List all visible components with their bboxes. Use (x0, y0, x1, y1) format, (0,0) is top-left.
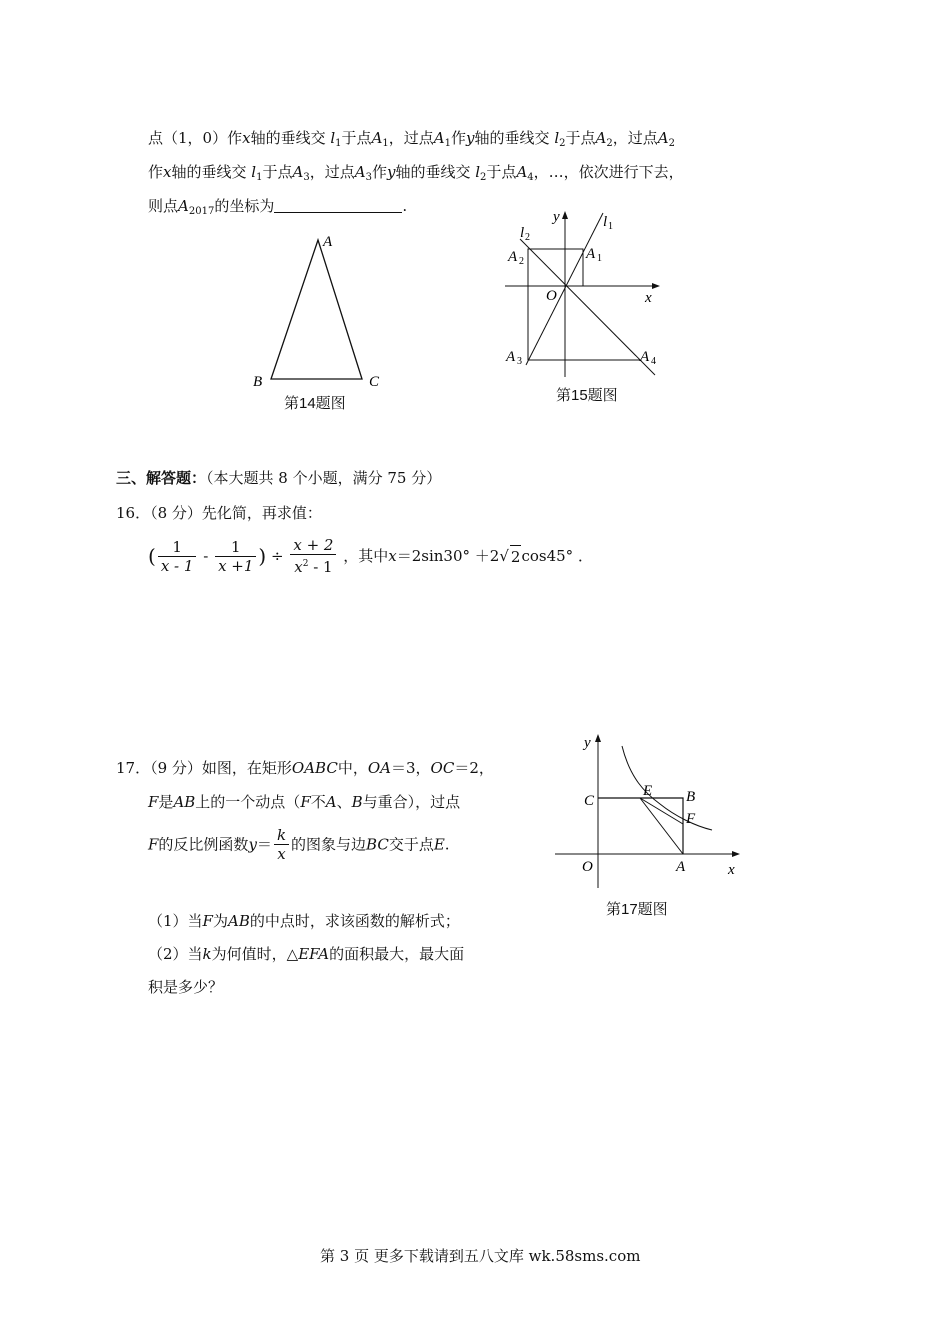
label-c: C (369, 374, 380, 390)
label-e: E (643, 783, 653, 799)
label-b: B (686, 789, 696, 805)
label-a4: A (640, 349, 650, 365)
label-a1-sub: 1 (597, 253, 602, 264)
q16-expression: ( $\frac{1}{x - 1}$ - $\frac{1}{x +1}$ ) ÷ $\frac{x + 2}{x^2 - 1}$ ，其中x＝2sin30° ＋2√ 2cos45° ． (148, 536, 593, 576)
section-3-heading: 三、解答题：（本大题共 8 个小题，满分 75 分） (116, 469, 442, 487)
label-c: C (584, 793, 595, 809)
label-a3: A (506, 349, 516, 365)
rectangle-sides (598, 798, 683, 854)
q15-line-1: 点（1，0）作x轴的垂线交 $l_1$于点$A_1$，过点$A_1$作y轴的垂线交 $l_2$于点$A_2$，过点$A_2$ (148, 129, 675, 149)
label-o: O (582, 859, 593, 875)
x-axis-arrow-icon (652, 283, 660, 289)
label-l2-sub: 2 (525, 232, 530, 243)
label-a4-sub: 4 (651, 356, 656, 367)
q17-line-2: F是AB上的一个动点（F不A、B与重合），过点 (148, 793, 461, 811)
segment-ef (640, 798, 683, 824)
label-y: y (553, 209, 560, 225)
y-axis-arrow-icon (595, 734, 601, 742)
q17-part-2-cont: 积是多少？ (148, 978, 224, 996)
figure-14-caption: 第14题图 (284, 395, 346, 412)
label-l1: l (603, 214, 608, 230)
label-x: x (728, 862, 735, 878)
label-a3-sub: 3 (517, 356, 522, 367)
q15-line-2: 作x轴的垂线交 $l_1$于点$A_3$，过点$A_3$作y轴的垂线交 $l_2$于点$A_4$，…，依次进行下去， (148, 163, 684, 183)
figure-14-triangle (245, 228, 405, 418)
y-axis-arrow-icon (562, 211, 568, 219)
hyperbola-curve (622, 746, 712, 830)
page-footer: 第 3 页 更多下载请到五八文库 wk.58sms.com (320, 1247, 641, 1265)
q16-heading: 16．（8 分）先化简，再求值： (116, 504, 322, 522)
triangle-abc (271, 240, 362, 379)
q17-line-3: F的反比例函数y＝ $\frac{k}{x}$ 的图象与边BC交于点E. (148, 826, 450, 863)
answer-blank (274, 198, 402, 213)
label-l1-sub: 1 (608, 221, 613, 232)
label-a2: A (508, 249, 518, 265)
label-a2-sub: 2 (519, 256, 524, 267)
q17-part-1: （1）当F为AB的中点时，求该函数的解析式； (148, 912, 460, 930)
label-a: A (323, 234, 333, 250)
figure-17-diagram (550, 728, 750, 888)
q15-line-3: 则点$A_{2017}$的坐标为 . (148, 197, 408, 217)
figure-15-diagram (500, 205, 670, 380)
figure-15-caption: 第15题图 (556, 387, 618, 404)
label-x: x (645, 290, 652, 306)
x-axis-arrow-icon (732, 851, 740, 857)
label-o: O (546, 288, 557, 304)
label-y: y (584, 735, 591, 751)
q17-part-2: （2）当k为何值时，△EFA的面积最大，最大面 (148, 945, 465, 963)
label-b: B (253, 374, 263, 390)
figure-17-caption: 第17题图 (606, 901, 668, 918)
segment-ea (640, 798, 683, 854)
label-f: F (686, 811, 696, 827)
q17-line-1: 17．（9 分）如图，在矩形OABC中，OA＝3，OC＝2， (116, 759, 494, 777)
label-a: A (676, 859, 686, 875)
label-l2: l (520, 225, 525, 241)
label-a1: A (586, 246, 596, 262)
